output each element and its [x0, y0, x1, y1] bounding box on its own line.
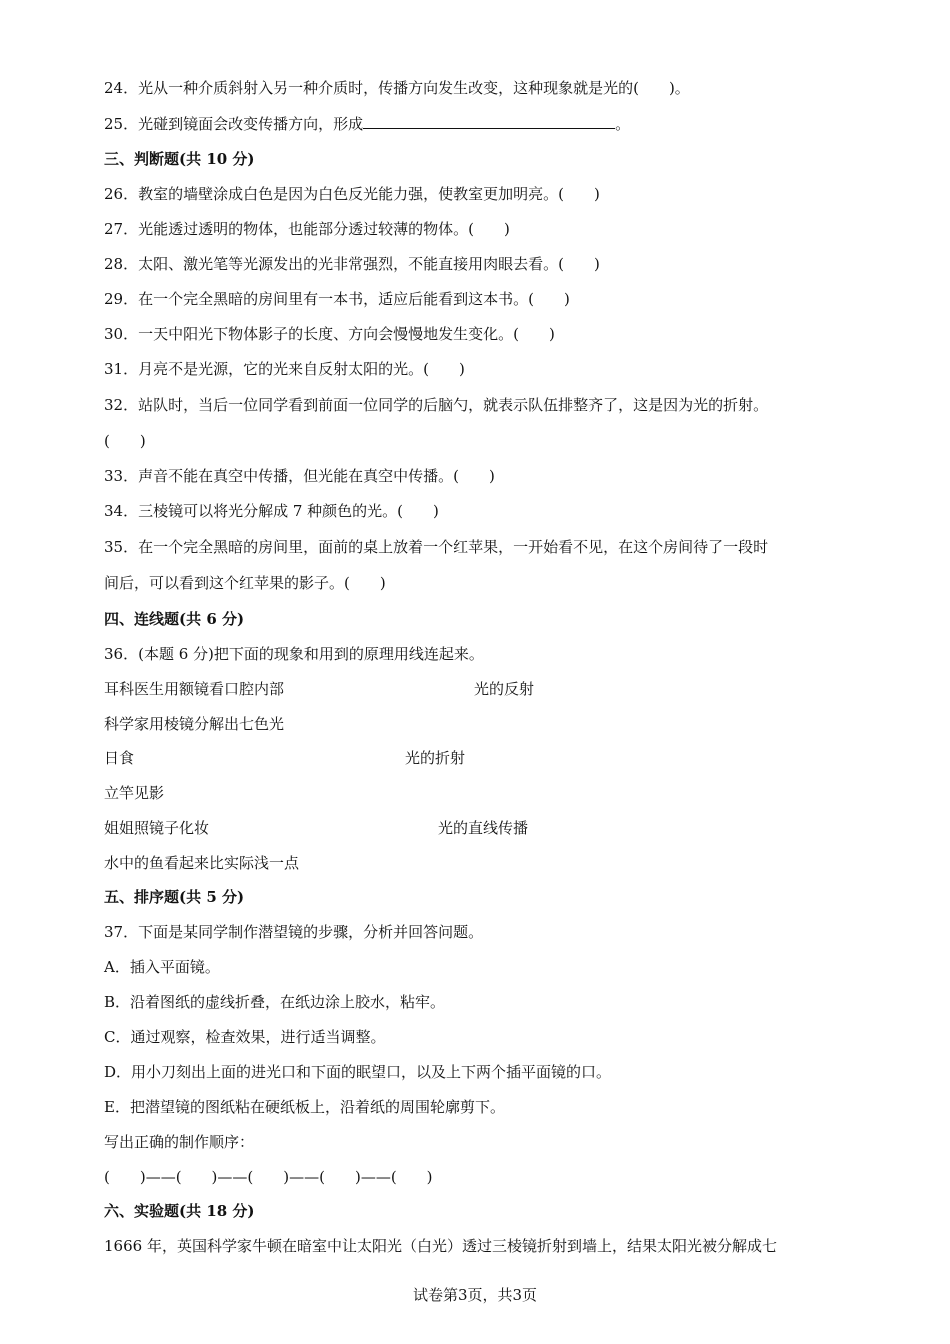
- question-35: 35．在一个完全黑暗的房间里，面前的桌上放着一个红苹果，一开始看不见，在这个房间待了一段时: [104, 538, 769, 556]
- section-3-heading: 三、判断题(共 10 分): [104, 150, 255, 168]
- question-26: 26．教室的墙壁涂成白色是因为白色反光能力强，使教室更加明亮。( ): [104, 185, 600, 203]
- match-left-item[interactable]: 耳科医生用额镜看口腔内部: [104, 680, 285, 698]
- page-footer: 试卷第3页，共3页: [412, 1286, 538, 1304]
- answer-blank[interactable]: [363, 114, 615, 129]
- match-right-item[interactable]: 光的反射: [474, 680, 535, 698]
- match-left-item[interactable]: 日食: [104, 749, 135, 767]
- order-prompt: 写出正确的制作顺序：: [104, 1133, 255, 1151]
- section-4-heading: 四、连线题(共 6 分): [104, 610, 245, 628]
- question-28: 28．太阳、激光笔等光源发出的光非常强烈，不能直接用肉眼去看。( ): [104, 255, 600, 273]
- question-32: 32．站队时，当后一位同学看到前面一位同学的后脑勺，就表示队伍排整齐了，这是因为光的折射。: [104, 396, 769, 414]
- question-27: 27．光能透过透明的物体，也能部分透过较薄的物体。( ): [104, 220, 510, 238]
- match-left-item[interactable]: 科学家用棱镜分解出七色光: [104, 715, 285, 733]
- question-31: 31．月亮不是光源，它的光来自反射太阳的光。( ): [104, 360, 465, 378]
- question-33: 33．声音不能在真空中传播，但光能在真空中传播。( ): [104, 467, 495, 485]
- order-answer-blanks[interactable]: ( )——( )——( )——( )——( ): [104, 1168, 433, 1186]
- section-6-heading: 六、实验题(共 18 分): [104, 1202, 255, 1220]
- match-right-item[interactable]: 光的直线传播: [438, 819, 529, 837]
- question-36: 36．(本题 6 分)把下面的现象和用到的原理用线连起来。: [104, 645, 484, 663]
- step-e: E．把潜望镜的图纸粘在硬纸板上，沿着纸的周围轮廓剪下。: [104, 1098, 505, 1116]
- question-30: 30．一天中阳光下物体影子的长度、方向会慢慢地发生变化。( ): [104, 325, 555, 343]
- question-35-cont: 间后，可以看到这个红苹果的影子。( ): [104, 574, 386, 592]
- question-24: 24．光从一种介质斜射入另一种介质时，传播方向发生改变，这种现象就是光的( )。: [104, 79, 690, 97]
- question-38-text: 1666 年，英国科学家牛顿在暗室中让太阳光（白光）透过三棱镜折射到墙上，结果太阳光被分解成七: [104, 1237, 777, 1255]
- step-d: D．用小刀刻出上面的进光口和下面的眠望口，以及上下两个插平面镜的口。: [104, 1063, 612, 1081]
- match-left-item[interactable]: 水中的鱼看起来比实际浅一点: [104, 854, 300, 872]
- match-left-item[interactable]: 立竿见影: [104, 784, 165, 802]
- question-32-blank: ( ): [104, 432, 146, 450]
- step-b: B．沿着图纸的虚线折叠，在纸边涂上胶水，粘牢。: [104, 993, 446, 1011]
- question-37: 37．下面是某同学制作潜望镜的步骤，分析并回答问题。: [104, 923, 484, 941]
- question-34: 34．三棱镜可以将光分解成 7 种颜色的光。( ): [104, 502, 439, 520]
- step-c: C．通过观察，检查效果，进行适当调整。: [104, 1028, 386, 1046]
- question-25-text: 25．光碰到镜面会改变传播方向，形成: [104, 115, 364, 133]
- question-29: 29．在一个完全黑暗的房间里有一本书，适应后能看到这本书。( ): [104, 290, 570, 308]
- section-5-heading: 五、排序题(共 5 分): [104, 888, 245, 906]
- match-right-item[interactable]: 光的折射: [405, 749, 466, 767]
- match-left-item[interactable]: 姐姐照镜子化妆: [104, 819, 210, 837]
- question-25-end: 。: [615, 115, 631, 133]
- step-a: A．插入平面镜。: [104, 958, 220, 976]
- question-25: [104, 114, 630, 134]
